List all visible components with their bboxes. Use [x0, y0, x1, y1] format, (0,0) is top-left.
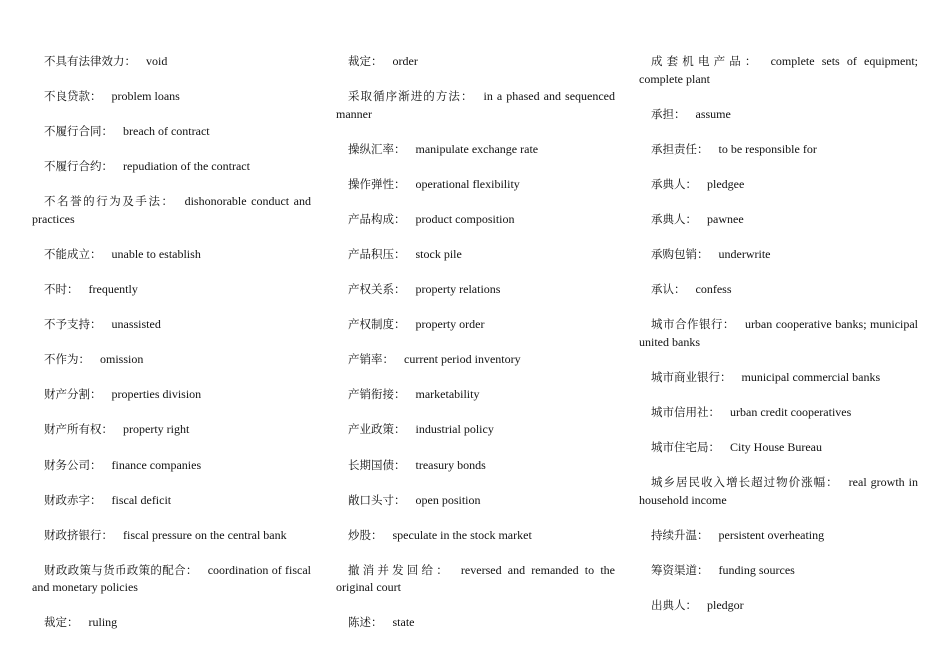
term-en: to be responsible for	[718, 141, 817, 156]
term-zh: 采取循序渐进的方法：	[348, 89, 474, 104]
term-zh: 操纵汇率：	[348, 141, 406, 156]
term-en: unassisted	[111, 317, 161, 332]
glossary-entry	[32, 53, 311, 71]
glossary-entry	[336, 53, 615, 71]
term-en: pledgee	[707, 176, 745, 191]
glossary-entry	[639, 246, 918, 264]
term-en: real growth in household income	[639, 475, 919, 507]
glossary-entry	[639, 106, 918, 124]
glossary-entry	[336, 211, 615, 229]
term-zh: 持续升温：	[651, 527, 709, 542]
glossary-entry	[32, 88, 311, 106]
term-en: current period inventory	[404, 352, 521, 367]
term-en: product composition	[415, 211, 515, 226]
term-en: complete sets of equipment; complete plant	[639, 54, 919, 86]
term-zh: 承购包销：	[651, 246, 709, 261]
term-zh: 财政挤银行：	[44, 527, 113, 542]
glossary-entry	[639, 281, 918, 299]
glossary-entry	[639, 527, 918, 545]
term-zh: 财政赤字：	[44, 492, 102, 507]
glossary-entry	[32, 158, 311, 176]
term-zh: 出典人：	[651, 597, 697, 612]
term-zh: 城市住宅局：	[651, 439, 720, 454]
glossary-column-1	[32, 53, 311, 650]
term-en: funding sources	[718, 562, 795, 577]
term-en: fiscal deficit	[111, 492, 172, 507]
glossary-entry	[639, 597, 918, 615]
term-zh: 城市合作银行：	[651, 317, 735, 332]
glossary-entry	[639, 141, 918, 159]
glossary-entry	[336, 351, 615, 369]
glossary-entry	[336, 88, 615, 123]
glossary-entry	[336, 421, 615, 439]
term-zh: 承认：	[651, 282, 686, 297]
glossary-entry	[32, 316, 311, 334]
term-zh: 长期国债：	[348, 457, 406, 472]
glossary-entry	[639, 439, 918, 457]
term-zh: 城市商业银行：	[651, 369, 732, 384]
glossary-entry	[639, 404, 918, 422]
term-zh: 产业政策：	[348, 422, 406, 437]
term-zh: 产销率：	[348, 352, 394, 367]
glossary-entry	[336, 316, 615, 334]
term-zh: 裁定：	[44, 615, 79, 630]
term-en: fiscal pressure on the central bank	[123, 527, 287, 542]
term-en: properties division	[111, 387, 202, 402]
term-zh: 敞口头寸：	[348, 492, 406, 507]
term-en: pledgor	[707, 597, 744, 612]
glossary-entry	[32, 492, 311, 510]
term-zh: 炒股：	[348, 527, 383, 542]
term-en: finance companies	[111, 457, 202, 472]
term-zh: 产权关系：	[348, 282, 406, 297]
term-en: frequently	[88, 282, 138, 297]
term-en: manipulate exchange rate	[415, 141, 539, 156]
glossary-entry	[639, 369, 918, 387]
glossary-entry	[639, 562, 918, 580]
term-zh: 撤消并发回给：	[348, 562, 451, 577]
term-zh: 承典人：	[651, 211, 697, 226]
glossary-entry	[32, 193, 311, 228]
term-zh: 财务公司：	[44, 457, 102, 472]
term-en: assume	[695, 106, 731, 121]
term-en: in a phased and sequenced manner	[336, 89, 615, 121]
glossary-entry	[32, 246, 311, 264]
term-en: urban cooperative banks; municipal united banks	[639, 317, 919, 349]
term-zh: 成套机电产品：	[651, 54, 761, 68]
term-zh: 操作弹性：	[348, 176, 406, 191]
term-zh: 承典人：	[651, 176, 697, 191]
glossary-column-3	[639, 53, 918, 632]
term-en: reversed and remanded to the original court	[336, 562, 615, 595]
glossary-entry	[336, 527, 615, 545]
term-en: treasury bonds	[415, 457, 486, 472]
term-en: void	[146, 54, 168, 68]
term-en: ruling	[88, 615, 118, 630]
term-en: pawnee	[707, 211, 744, 226]
term-en: underwrite	[718, 246, 771, 261]
glossary-entry	[32, 614, 311, 632]
term-zh: 承担责任：	[651, 141, 709, 156]
term-zh: 陈述：	[348, 615, 383, 630]
term-zh: 筹资渠道：	[651, 562, 709, 577]
term-zh: 不作为：	[44, 352, 90, 367]
term-en: order	[392, 54, 418, 68]
glossary-entry	[336, 141, 615, 159]
term-en: dishonorable conduct and practices	[32, 194, 311, 226]
glossary-entry	[336, 386, 615, 404]
term-en: coordination of fiscal and monetary policies	[32, 562, 311, 595]
glossary-entry	[32, 281, 311, 299]
term-en: state	[392, 615, 415, 630]
term-zh: 财产所有权：	[44, 422, 113, 437]
term-zh: 不履行合约：	[44, 159, 113, 174]
glossary-entry	[32, 386, 311, 404]
term-zh: 产品构成：	[348, 211, 406, 226]
term-en: property order	[415, 317, 485, 332]
glossary-entry	[336, 614, 615, 632]
glossary-entry	[32, 123, 311, 141]
term-zh: 城乡居民收入增长超过物价涨幅：	[651, 475, 839, 490]
term-zh: 不具有法律效力：	[44, 54, 136, 68]
term-en: open position	[415, 492, 481, 507]
term-zh: 不予支持：	[44, 317, 102, 332]
glossary-entry	[32, 457, 311, 475]
term-zh: 财政政策与货币政策的配合：	[44, 562, 198, 577]
term-en: City House Bureau	[730, 439, 822, 454]
term-en: industrial policy	[415, 422, 494, 437]
term-en: urban credit cooperatives	[730, 404, 852, 419]
term-zh: 不时：	[44, 282, 79, 297]
term-zh: 财产分割：	[44, 387, 102, 402]
term-en: breach of contract	[123, 124, 210, 139]
term-en: speculate in the stock market	[392, 527, 532, 542]
term-zh: 不名誉的行为及手法：	[44, 194, 175, 209]
term-en: problem loans	[111, 89, 180, 104]
glossary-entry	[336, 176, 615, 194]
glossary-entry	[639, 474, 918, 509]
term-zh: 城市信用社：	[651, 404, 720, 419]
term-en: operational flexibility	[415, 176, 520, 191]
glossary-entry	[639, 53, 918, 88]
term-zh: 裁定：	[348, 54, 383, 68]
glossary-entry	[32, 351, 311, 369]
glossary-entry	[639, 211, 918, 229]
term-zh: 产品积压：	[348, 246, 406, 261]
glossary-entry	[336, 562, 615, 597]
glossary-entry	[336, 246, 615, 264]
term-en: omission	[100, 352, 144, 367]
term-en: repudiation of the contract	[123, 159, 250, 174]
term-en: stock pile	[415, 246, 462, 261]
term-en: property relations	[415, 282, 501, 297]
glossary-entry	[336, 457, 615, 475]
term-en: marketability	[415, 387, 480, 402]
term-en: persistent overheating	[718, 527, 825, 542]
term-en: municipal commercial banks	[741, 369, 881, 384]
term-zh: 不履行合同：	[44, 124, 113, 139]
glossary-entry	[639, 316, 918, 351]
glossary-column-2	[336, 53, 615, 650]
term-en: unable to establish	[111, 246, 201, 261]
term-zh: 产权制度：	[348, 317, 406, 332]
glossary-entry	[639, 176, 918, 194]
glossary-entry	[32, 421, 311, 439]
term-zh: 承担：	[651, 106, 686, 121]
glossary-entry	[32, 562, 311, 597]
glossary-entry	[336, 281, 615, 299]
term-en: property right	[123, 422, 190, 437]
term-zh: 不良贷款：	[44, 89, 102, 104]
term-zh: 产销衔接：	[348, 387, 406, 402]
term-en: confess	[695, 282, 732, 297]
glossary-entry	[336, 492, 615, 510]
glossary-entry	[32, 527, 311, 545]
term-zh: 不能成立：	[44, 246, 102, 261]
